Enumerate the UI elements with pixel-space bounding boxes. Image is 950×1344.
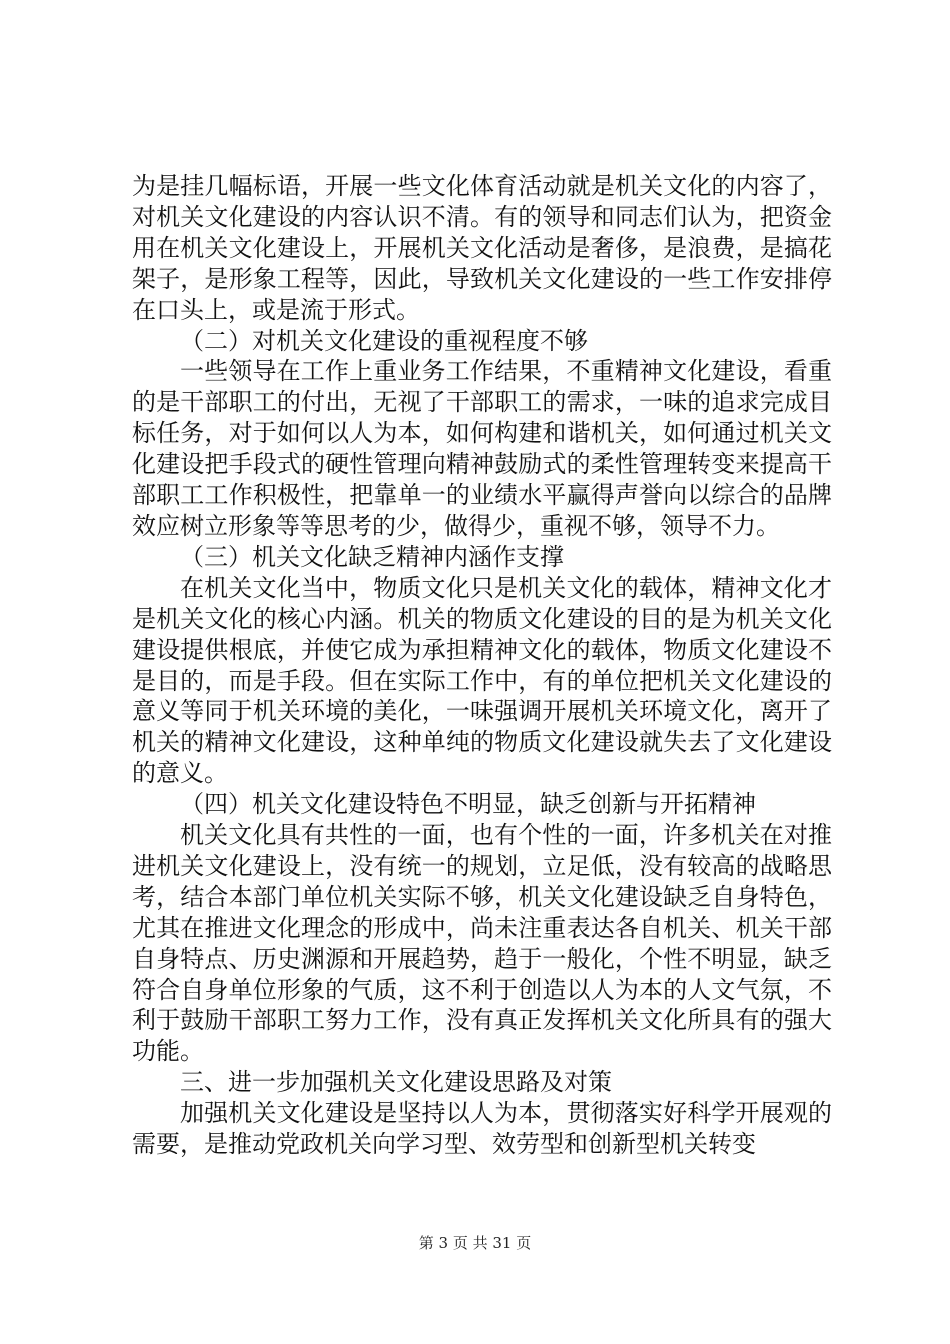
section-heading-3: （三）机关文化缺乏精神内涵作支撑 xyxy=(180,542,564,571)
section-heading-4: （四）机关文化建设特色不明显，缺乏创新与开拓精神 xyxy=(180,790,756,819)
paragraph-body: 加强机关文化建设是坚持以人为本，贯彻落实好科学开展观的需要，是推动党政机关向学习型、效劳型和创新型机关转变 xyxy=(132,1099,832,1159)
paragraph-continuation: 为是挂几幅标语，开展一些文化体育活动就是机关文化的内容了，对机关文化建设的内容认识不清。有的领导和同志们认为，把资金用在机关文化建设上，开展机关文化活动是奢侈，是浪费，是搞花架子，是形象工程等，因此，导致机关文化建设的一些工作安排停在口头上，或是流于形式。 xyxy=(132,172,832,324)
paragraph-body: 在机关文化当中，物质文化只是机关文化的载体，精神文化才是机关文化的核心内涵。机关的物质文化建设的目的是为机关文化建设提供根底，并使它成为承担精神文化的载体，物质文化建设不是目的，而是手段。但在实际工作中，有的单位把机关文化建设的意义等同于机关环境的美化，一味强调开展机关环境文化，离开了机关的精神文化建设，这种单纯的物质文化建设就失去了文化建设的意义。 xyxy=(132,573,832,788)
paragraph-body: 一些领导在工作上重业务工作结果，不重精神文化建设，看重的是干部职工的付出，无视了干部职工的需求，一味的追求完成目标任务，对于如何以人为本，如何构建和谐机关，如何通过机关文化建设把手段式的硬性管理向精神鼓励式的柔性管理转变来提高干部职工工作积极性，把靠单一的业绩水平赢得声誉向以综合的品牌效应树立形象等等思考的少，做得少，重视不够，领导不力。 xyxy=(132,357,832,540)
chapter-heading-3: 三、进一步加强机关文化建设思路及对策 xyxy=(180,1068,612,1097)
page-number-footer: 第 3 页 共 31 页 xyxy=(418,1234,532,1252)
section-heading-2: （二）对机关文化建设的重视程度不够 xyxy=(180,326,588,355)
document-body xyxy=(132,171,832,1160)
paragraph-body: 机关文化具有共性的一面，也有个性的一面，许多机关在对推进机关文化建设上，没有统一的规划，立足低，没有较高的战略思考，结合本部门单位机关实际不够，机关文化建设缺乏自身特色，尤其在推进文化理念的形成中，尚未注重表达各自机关、机关干部自身特点、历史渊源和开展趋势，趋于一般化，个性不明显，缺乏符合自身单位形象的气质，这不利于创造以人为本的人文气氛，不利于鼓励干部职工努力工作，没有真正发挥机关文化所具有的强大功能。 xyxy=(132,821,832,1066)
